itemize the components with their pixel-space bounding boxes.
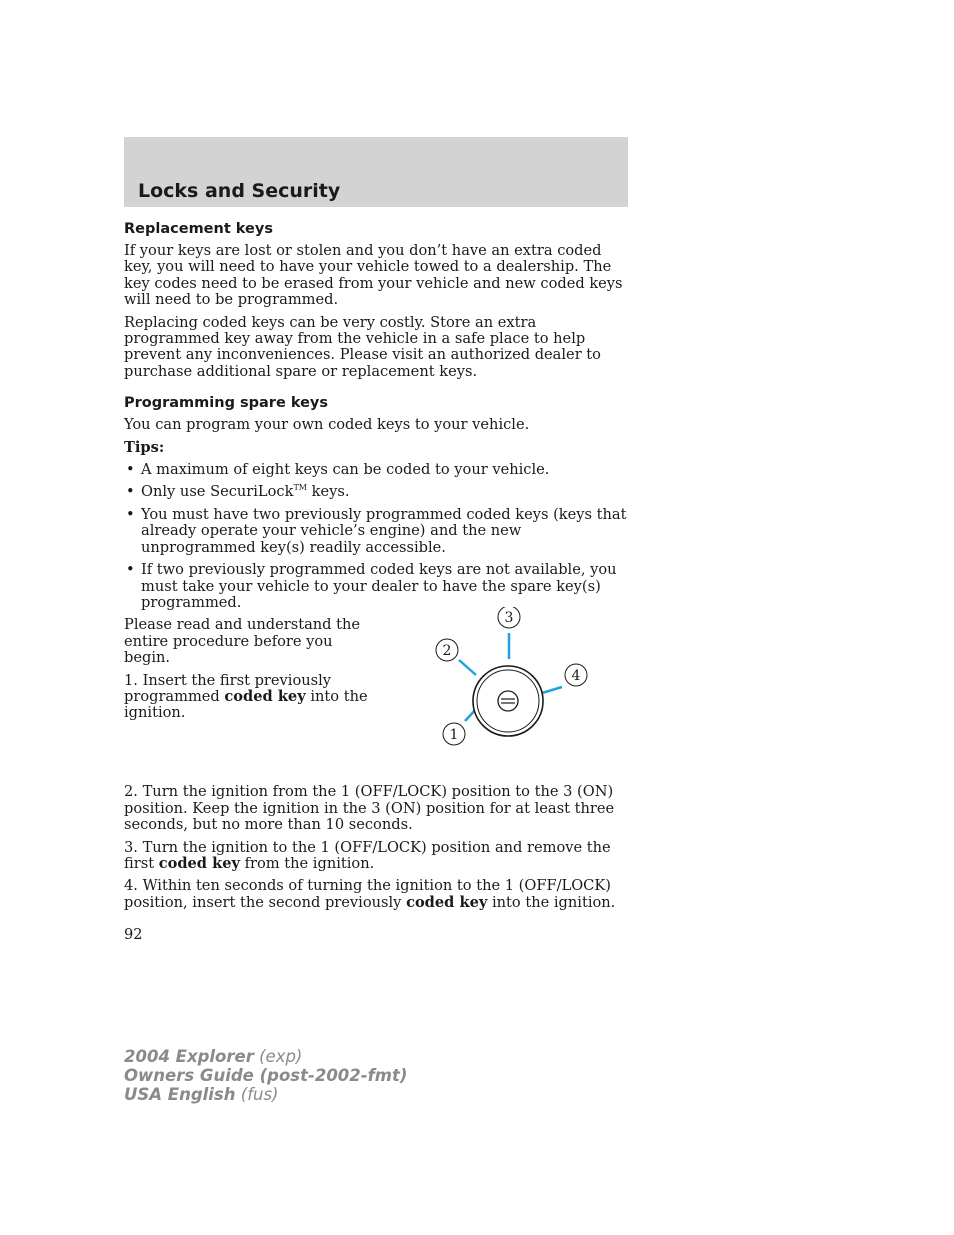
- paragraph-replacement-1: If your keys are lost or stolen and you don’t have an extra coded key, you will need to have your vehicle towed to a dealership. The key codes need to be erased from your vehicle and new coded keys will need to be programmed.: [124, 242, 623, 309]
- bullet-icon: •: [126, 483, 135, 501]
- ignition-position-line-2: [459, 660, 476, 675]
- step-4: 4. Within ten seconds of turning the ignition to the 1 (OFF/LOCK) position, insert the second previously coded key into the ignition.: [124, 877, 616, 911]
- heading-replacement-keys: Replacement keys: [124, 221, 273, 237]
- list-item: • A maximum of eight keys can be coded to your vehicle.: [126, 461, 550, 479]
- paragraph-programming-intro: You can program your own coded keys to your vehicle.: [124, 416, 530, 434]
- document-footer: [124, 1047, 407, 1104]
- ignition-diagram: [424, 607, 604, 767]
- step-1-area: [124, 610, 628, 784]
- footer-line-1: 2004 Explorer (exp): [124, 1047, 303, 1066]
- ignition-label-1: 1: [449, 727, 459, 744]
- list-item: • Only use SecuriLock™ keys.: [126, 483, 350, 501]
- page-number: 92: [124, 926, 143, 943]
- bullet-icon: •: [126, 461, 135, 479]
- step-2: 2. Turn the ignition from the 1 (OFF/LOCK) position to the 3 (ON) position. Keep the ignition in the 3 (ON) position for at least three seconds, but no more than 10 seconds.: [124, 783, 615, 834]
- step-3: 3. Turn the ignition to the 1 (OFF/LOCK) position and remove the first coded key from the ignition.: [124, 838, 611, 872]
- section-header-band: [124, 137, 628, 207]
- list-item: • You must have two previously programmed coded keys (keys that already operate your vehicle’s engine) and the new unprogrammed key(s) readily accessible.: [126, 505, 627, 556]
- step-1: 1. Insert the first previously programmed coded key into the ignition.: [124, 671, 368, 722]
- paragraph-replacement-2: Replacing coded keys can be very costly. Store an extra programmed key away from the vehicle in a safe place to help prevent any inconveniences. Please visit an authorized dealer to purchase additional spare or replacement keys.: [124, 313, 601, 380]
- footer-line-3: USA English (fus): [124, 1085, 279, 1104]
- tips-list: [124, 462, 628, 611]
- page-content: [124, 220, 628, 917]
- footer-line-2: Owners Guide (post-2002-fmt): [124, 1066, 408, 1085]
- paragraph-read-first: Please read and understand the entire procedure before you begin.: [124, 616, 361, 667]
- ignition-position-line-4: [542, 687, 562, 693]
- ignition-outer-ring: [473, 666, 543, 736]
- section-title: Locks and Security: [138, 180, 341, 202]
- ignition-label-2: 2: [442, 643, 452, 660]
- list-item: • If two previously programmed coded keys are not available, you must take your vehicle to your dealer to have the spare key(s) programmed.: [126, 561, 617, 611]
- tips-label: Tips:: [124, 438, 165, 456]
- bullet-icon: •: [126, 505, 135, 523]
- trademark-mark: TM: [293, 483, 307, 493]
- bullet-icon: •: [126, 561, 135, 579]
- heading-programming-spare-keys: Programming spare keys: [124, 395, 328, 412]
- ignition-label-4: 4: [571, 668, 581, 685]
- ignition-label-3: 3: [504, 610, 514, 627]
